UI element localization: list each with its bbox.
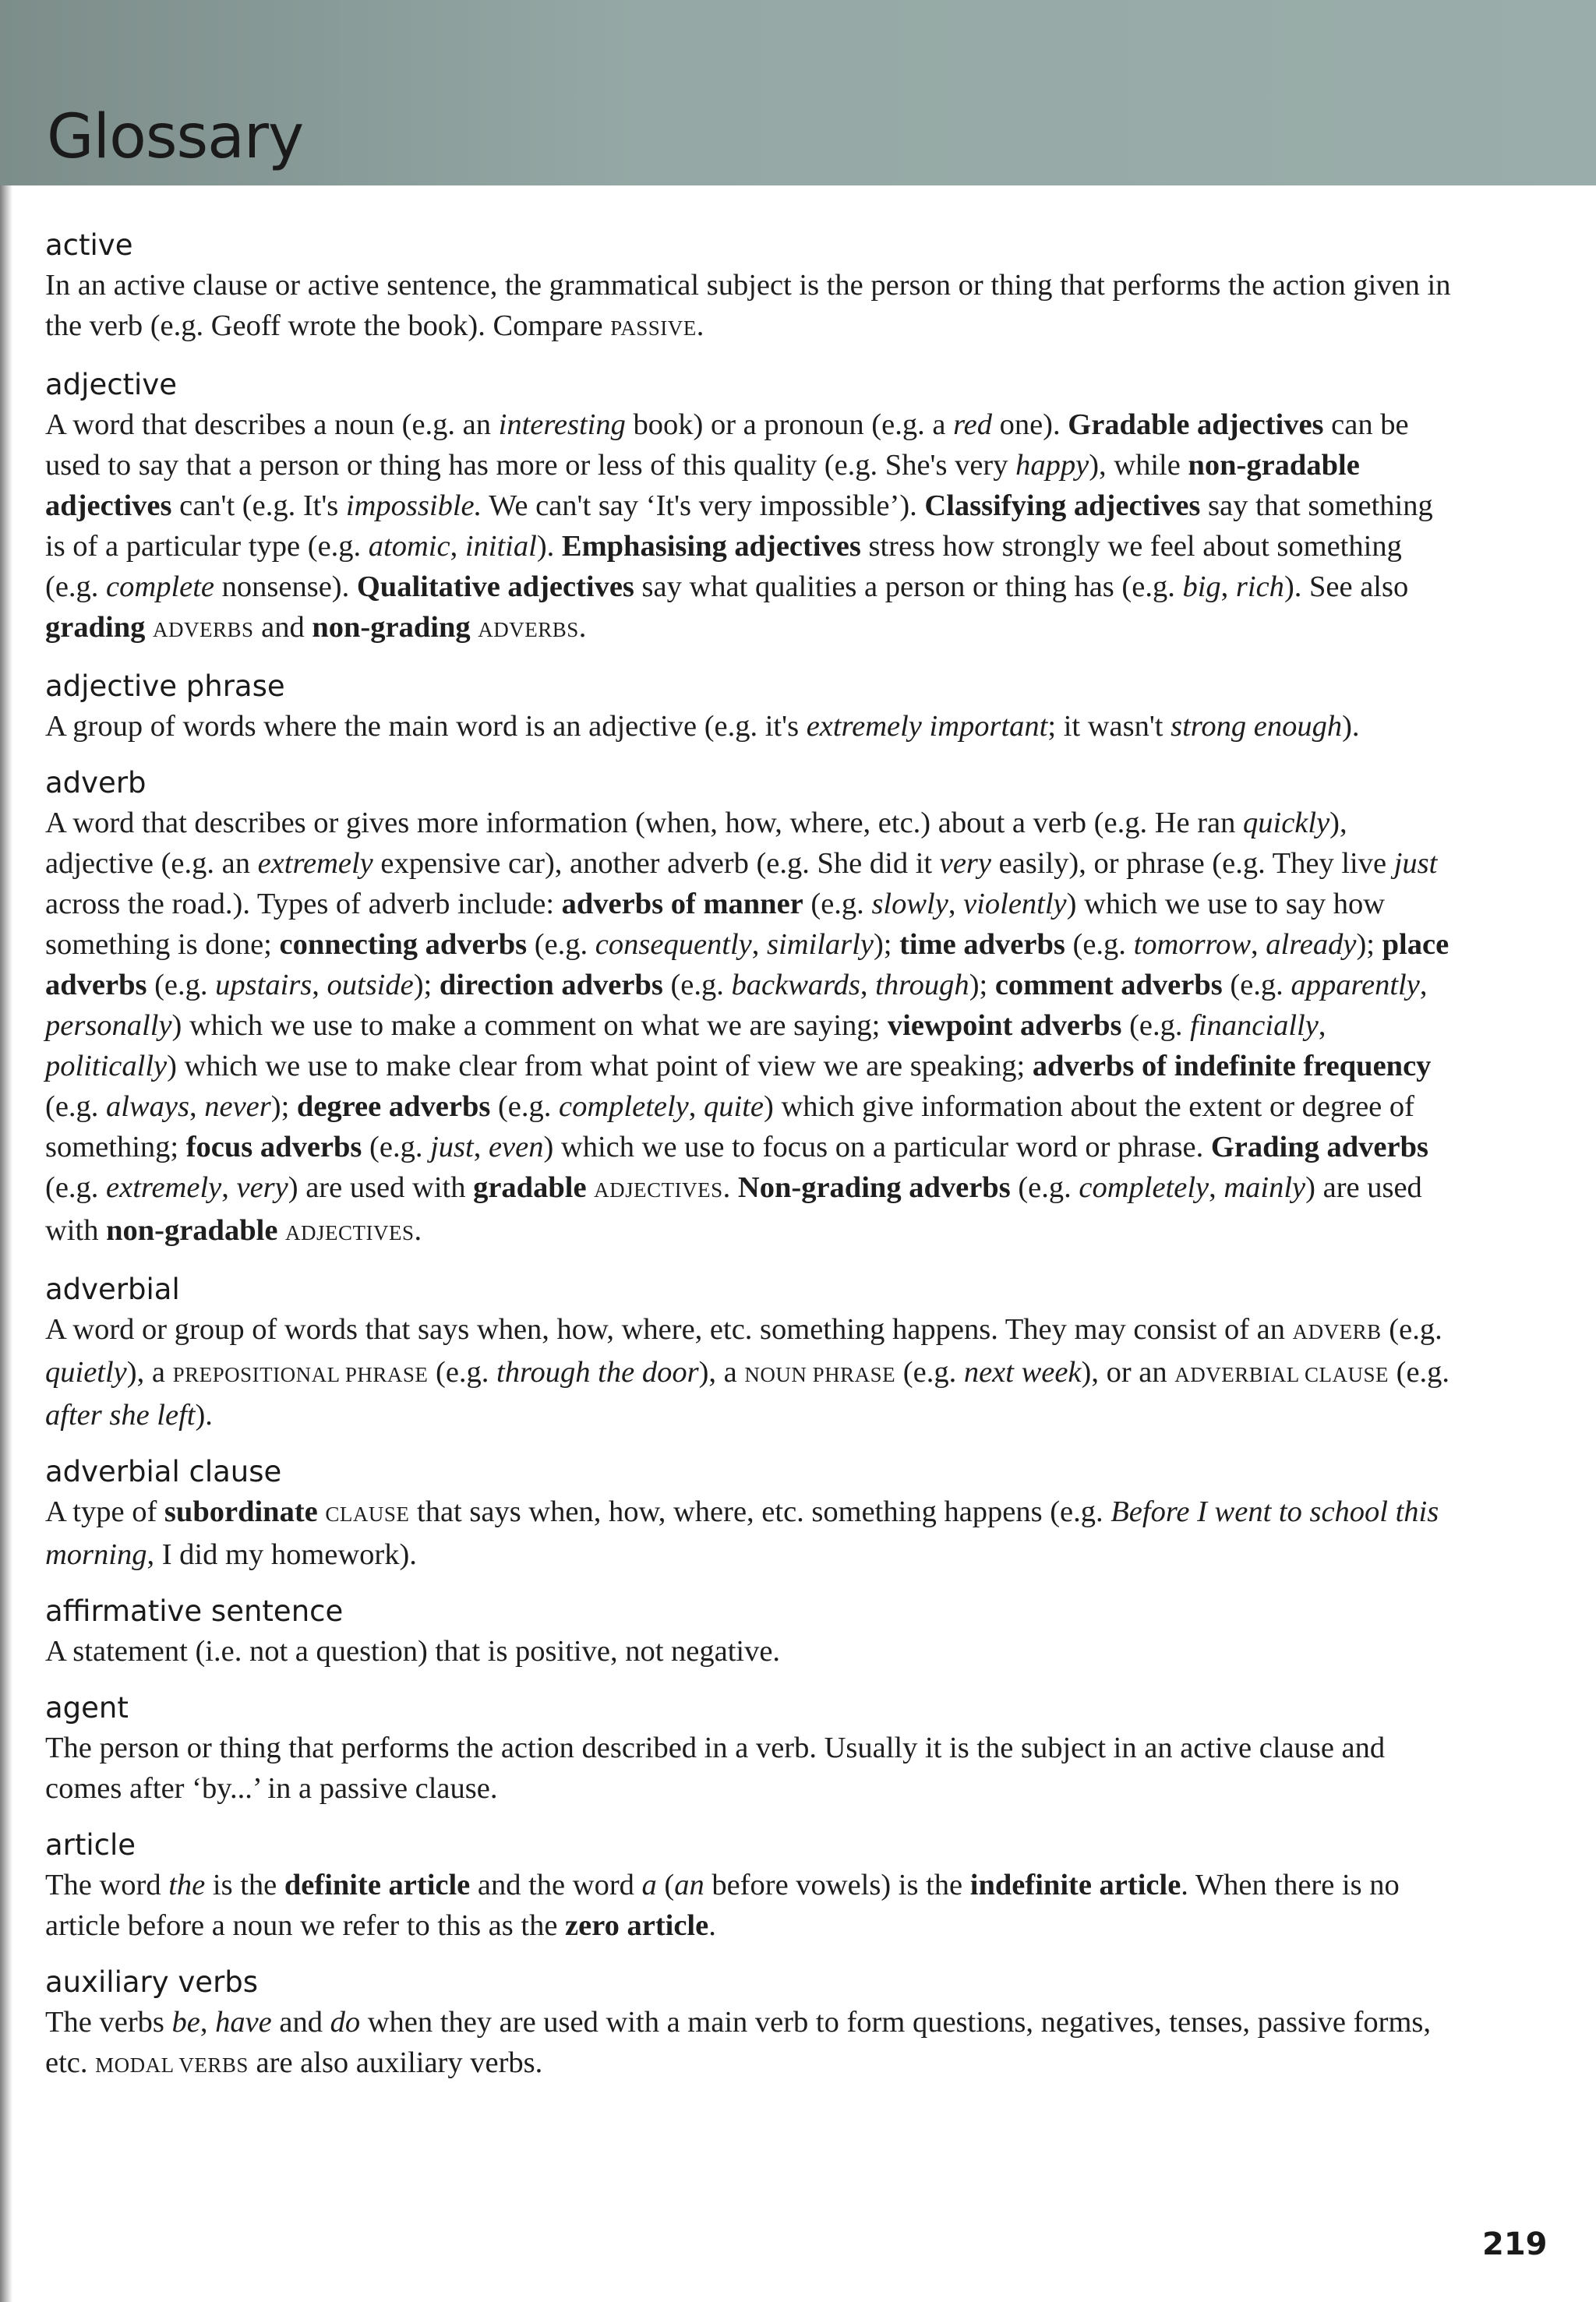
definition-text: , xyxy=(860,969,876,1001)
bold-term: degree adverbs xyxy=(296,1090,491,1123)
italic-example: quite xyxy=(704,1090,764,1123)
definition-text xyxy=(471,611,478,644)
definition-text: ); xyxy=(1356,928,1382,961)
definition-text: one). xyxy=(991,408,1068,441)
bold-term: grading xyxy=(45,611,146,644)
italic-example: happy xyxy=(1015,449,1089,482)
italic-example: red xyxy=(953,408,992,441)
italic-example: an xyxy=(674,1869,704,1901)
italic-example: rich xyxy=(1235,570,1284,603)
glossary-definition xyxy=(45,1631,1456,1672)
italic-example: extremely xyxy=(106,1171,222,1204)
cross-reference: ADVERBIAL CLAUSE xyxy=(1174,1363,1389,1386)
definition-text: ); xyxy=(270,1090,297,1123)
bold-term: indefinite article xyxy=(969,1869,1181,1901)
italic-example: completely xyxy=(1079,1171,1209,1204)
bold-term: definite article xyxy=(284,1869,471,1901)
bold-term: non-gradable xyxy=(106,1214,278,1247)
bold-term: adverbs of indefinite frequency xyxy=(1032,1050,1432,1082)
glossary-definition xyxy=(45,2002,1456,2085)
italic-example: atomic xyxy=(368,530,450,563)
italic-example: always xyxy=(106,1090,189,1123)
cross-reference: ADVERBS xyxy=(152,618,254,641)
cross-reference: ADJECTIVES xyxy=(594,1178,723,1202)
glossary-term: active xyxy=(45,228,133,262)
definition-text: say that something is of a particular type (e.g. xyxy=(45,489,1433,563)
italic-example: be xyxy=(171,2006,200,2039)
italic-example: next week xyxy=(963,1356,1082,1389)
glossary-term: article xyxy=(45,1828,136,1862)
glossary-entry xyxy=(45,667,1456,747)
definition-text: . xyxy=(578,611,587,644)
page-binding-edge xyxy=(0,0,12,2302)
glossary-definition xyxy=(45,1309,1456,1435)
definition-text: (e.g. xyxy=(45,1090,107,1123)
page-title: Glossary xyxy=(47,102,304,172)
definition-text: , xyxy=(688,1090,704,1123)
glossary-header-band xyxy=(0,0,1596,185)
definition-text: A statement (i.e. not a question) that is positive, not negative. xyxy=(45,1635,781,1668)
definition-text: can't (e.g. It's xyxy=(171,489,346,522)
glossary-term: adverbial xyxy=(45,1273,180,1306)
glossary-entry xyxy=(45,1453,1456,1575)
italic-example: never xyxy=(204,1090,271,1123)
italic-example: initial xyxy=(464,530,537,563)
italic-example: very xyxy=(939,847,991,880)
definition-text: ) which give information about the extent or degree of something; xyxy=(45,1090,1414,1163)
definition-text: , xyxy=(1220,570,1236,603)
definition-text: ) are used with xyxy=(45,1171,1422,1247)
italic-example: the xyxy=(168,1869,206,1901)
glossary-term: affirmative sentence xyxy=(45,1594,344,1628)
definition-text: , xyxy=(450,530,465,563)
definition-text: and the word xyxy=(470,1869,642,1901)
italic-example: strong enough xyxy=(1171,710,1343,743)
glossary-definition xyxy=(45,265,1456,348)
definition-text: We can't say ‘It's very impossible’). xyxy=(482,489,925,522)
definition-text: , xyxy=(200,2006,216,2039)
definition-text: ) which we use to focus on a particular word or phrase. xyxy=(543,1131,1211,1163)
glossary-definition xyxy=(45,1865,1456,1946)
bold-term: subordinate xyxy=(164,1495,318,1528)
definition-text: , xyxy=(1419,969,1428,1001)
definition-text: say what qualities a person or thing has (e.g. xyxy=(634,570,1183,603)
definition-text: A group of words where the main word is an adjective (e.g. it's xyxy=(45,710,807,743)
glossary-definition xyxy=(45,404,1456,650)
definition-text: (e.g. xyxy=(1381,1313,1442,1346)
definition-text: The person or thing that performs the action described in a verb. Usually it is the subject in an active clause and comes after ‘by...’ in a passive clause. xyxy=(45,1732,1386,1805)
bold-term: direction adverbs xyxy=(439,969,663,1001)
definition-text: (e.g. xyxy=(1222,969,1291,1001)
bold-term: Qualitative adjectives xyxy=(356,570,634,603)
definition-text: (e.g. xyxy=(147,969,216,1001)
italic-example: through the door xyxy=(496,1356,699,1389)
bold-term: non-grading xyxy=(312,611,471,644)
definition-text: book) or a pronoun (e.g. a xyxy=(625,408,954,441)
definition-text: ), or an xyxy=(1081,1356,1175,1389)
definition-text xyxy=(277,1214,285,1247)
definition-text: . xyxy=(708,1909,716,1942)
glossary-entry xyxy=(45,1963,1456,2085)
definition-text: and xyxy=(253,611,312,644)
definition-text: ); xyxy=(873,928,900,961)
italic-example: tomorrow xyxy=(1133,928,1252,961)
cross-reference: NOUN PHRASE xyxy=(744,1363,896,1386)
bold-term: Emphasising adjectives xyxy=(561,530,861,563)
italic-example: impossible. xyxy=(345,489,482,522)
glossary-entry xyxy=(45,764,1456,1253)
italic-example: backwards xyxy=(731,969,860,1001)
italic-example: politically xyxy=(45,1050,168,1082)
bold-term: comment adverbs xyxy=(994,969,1223,1001)
cross-reference: MODAL VERBS xyxy=(95,2053,249,2077)
definition-text: across the road.). Types of adverb include: xyxy=(45,888,562,920)
definition-text: , xyxy=(1318,1009,1326,1042)
bold-term: focus adverbs xyxy=(185,1131,362,1163)
italic-example: quietly xyxy=(45,1356,127,1389)
bold-term: adverbs of manner xyxy=(561,888,803,920)
italic-example: interesting xyxy=(498,408,626,441)
glossary-entry xyxy=(45,1826,1456,1946)
cross-reference: ADJECTIVES xyxy=(285,1221,415,1245)
bold-term: Non-grading adverbs xyxy=(737,1171,1011,1204)
italic-example: have xyxy=(215,2006,272,2039)
definition-text: (e.g. xyxy=(527,928,595,961)
definition-text: ), a xyxy=(126,1356,173,1389)
bold-term: place adverbs xyxy=(45,928,1449,1001)
italic-example: quickly xyxy=(1243,807,1330,839)
definition-text: is the xyxy=(205,1869,284,1901)
italic-example: slowly xyxy=(871,888,948,920)
definition-text: (e.g. xyxy=(1010,1171,1079,1204)
definition-text: The verbs xyxy=(45,2006,172,2039)
italic-example: complete xyxy=(106,570,215,603)
bold-term: non-gradable adjectives xyxy=(45,449,1360,522)
cross-reference: ADVERB xyxy=(1292,1320,1382,1343)
definition-text: . xyxy=(722,1171,738,1204)
italic-example: after she left xyxy=(45,1399,196,1432)
bold-term: zero article xyxy=(565,1909,709,1942)
definition-text: A type of xyxy=(45,1495,164,1528)
definition-text: , xyxy=(221,1171,237,1204)
bold-term: viewpoint adverbs xyxy=(887,1009,1122,1042)
definition-text: (e.g. xyxy=(1389,1356,1450,1389)
definition-text: A word that describes or gives more information (when, how, where, etc.) about a verb (e.g. He ran xyxy=(45,807,1243,839)
glossary-term: adverb xyxy=(45,766,147,800)
glossary-entry xyxy=(45,1270,1456,1435)
glossary-definition xyxy=(45,706,1456,747)
glossary-term: adjective phrase xyxy=(45,669,285,703)
definition-text: ) which we use to say how something is done; xyxy=(45,888,1386,961)
definition-text: (e.g. xyxy=(1121,1009,1191,1042)
definition-text: ). See also xyxy=(1284,570,1409,603)
definition-text: ). xyxy=(536,530,562,563)
definition-text: (e.g. xyxy=(362,1131,431,1163)
definition-text xyxy=(318,1495,326,1528)
bold-term: Classifying adjectives xyxy=(924,489,1201,522)
italic-example: do xyxy=(330,2006,361,2039)
definition-text: nonsense). xyxy=(214,570,357,603)
definition-text: and xyxy=(271,2006,330,2039)
cross-reference: PREPOSITIONAL PHRASE xyxy=(172,1363,429,1386)
italic-example: just xyxy=(430,1131,474,1163)
glossary-entries xyxy=(45,226,1456,2103)
definition-text: easily), or phrase (e.g. They live xyxy=(990,847,1394,880)
definition-text: when they are used with a main verb to form questions, negatives, tenses, passive forms, etc. xyxy=(45,2006,1432,2079)
definition-text: stress how strongly we feel about something (e.g. xyxy=(45,530,1402,603)
italic-example: apparently xyxy=(1291,969,1420,1001)
glossary-entry xyxy=(45,226,1456,348)
glossary-definition xyxy=(45,803,1456,1253)
italic-example: completely xyxy=(559,1090,689,1123)
definition-text: , xyxy=(473,1131,489,1163)
definition-text: that says when, how, where, etc. something happens (e.g. xyxy=(409,1495,1111,1528)
italic-example: big xyxy=(1182,570,1221,603)
italic-example: personally xyxy=(45,1009,172,1042)
italic-example: Before I went to school this morning xyxy=(45,1495,1439,1571)
definition-text: ); xyxy=(413,969,440,1001)
definition-text: , xyxy=(1251,928,1266,961)
definition-text: The word xyxy=(45,1869,169,1901)
definition-text: ), adjective (e.g. an xyxy=(45,807,1347,880)
definition-text: ) which we use to make clear from what point of view we are speaking; xyxy=(167,1050,1033,1082)
cross-reference: PASSIVE xyxy=(610,316,697,340)
italic-example: very xyxy=(236,1171,288,1204)
definition-text: (e.g. xyxy=(803,888,872,920)
cross-reference: ADVERBS xyxy=(478,618,579,641)
definition-text: . When there is no article before a noun we refer to this as the xyxy=(45,1869,1400,1942)
italic-example: violently xyxy=(963,888,1067,920)
definition-text: , xyxy=(751,928,768,961)
definition-text: ), a xyxy=(698,1356,745,1389)
definition-text: are also auxiliary verbs. xyxy=(248,2046,543,2079)
italic-example: a xyxy=(641,1869,657,1901)
bold-term: time adverbs xyxy=(899,928,1065,961)
glossary-entry xyxy=(45,1592,1456,1672)
bold-term: Gradable adjectives xyxy=(1068,408,1324,441)
definition-text: . xyxy=(696,309,704,342)
definition-text: (e.g. xyxy=(428,1356,497,1389)
italic-example: consequently xyxy=(595,928,752,961)
glossary-entry xyxy=(45,365,1456,650)
italic-example: already xyxy=(1266,928,1357,961)
definition-text: , xyxy=(312,969,327,1001)
definition-text: ) are used with xyxy=(288,1171,474,1204)
definition-text xyxy=(145,611,153,644)
definition-text: In an active clause or active sentence, the grammatical subject is the person or thing that performs the action given in the verb (e.g. Geoff wrote the book). Compare xyxy=(45,269,1451,342)
definition-text: ) which we use to make a comment on what we are saying; xyxy=(171,1009,888,1042)
definition-text: ( xyxy=(656,1869,675,1901)
definition-text: , I did my homework). xyxy=(147,1538,417,1571)
definition-text: ). xyxy=(195,1399,213,1432)
definition-text: , xyxy=(948,888,964,920)
glossary-term: auxiliary verbs xyxy=(45,1965,259,1999)
glossary-definition xyxy=(45,1728,1456,1809)
definition-text: (e.g. xyxy=(895,1356,964,1389)
italic-example: extremely important xyxy=(806,710,1048,743)
italic-example: even xyxy=(488,1131,544,1163)
cross-reference: CLAUSE xyxy=(325,1502,410,1526)
definition-text: , xyxy=(1209,1171,1224,1204)
definition-text: , xyxy=(189,1090,205,1123)
definition-text: (e.g. xyxy=(490,1090,560,1123)
bold-term: Grading adverbs xyxy=(1210,1131,1428,1163)
definition-text: A word that describes a noun (e.g. an xyxy=(45,408,499,441)
italic-example: similarly xyxy=(767,928,874,961)
definition-text: before vowels) is the xyxy=(704,1869,970,1901)
definition-text xyxy=(587,1171,595,1204)
glossary-term: adjective xyxy=(45,368,177,401)
definition-text: ); xyxy=(969,969,995,1001)
definition-text: . xyxy=(414,1214,422,1247)
page-number: 219 xyxy=(1482,2226,1548,2262)
definition-text: A word or group of words that says when, how, where, etc. something happens. They may consist of an xyxy=(45,1313,1293,1346)
definition-text: ), while xyxy=(1089,449,1188,482)
glossary-entry xyxy=(45,1689,1456,1809)
bold-term: connecting adverbs xyxy=(279,928,528,961)
glossary-definition xyxy=(45,1492,1456,1575)
italic-example: financially xyxy=(1190,1009,1319,1042)
italic-example: through xyxy=(875,969,969,1001)
glossary-term: agent xyxy=(45,1691,129,1725)
italic-example: extremely xyxy=(257,847,373,880)
bold-term: gradable xyxy=(473,1171,587,1204)
definition-text: ; it wasn't xyxy=(1047,710,1171,743)
definition-text: (e.g. xyxy=(45,1171,107,1204)
italic-example: outside xyxy=(327,969,414,1001)
definition-text: (e.g. xyxy=(662,969,732,1001)
definition-text: can be used to say that a person or thing has more or less of this quality (e.g. She's very xyxy=(45,408,1409,482)
italic-example: just xyxy=(1393,847,1438,880)
definition-text: expensive car), another adverb (e.g. She did it xyxy=(373,847,940,880)
definition-text: (e.g. xyxy=(1065,928,1134,961)
glossary-term: adverbial clause xyxy=(45,1455,282,1488)
definition-text: ). xyxy=(1342,710,1360,743)
italic-example: mainly xyxy=(1223,1171,1306,1204)
italic-example: upstairs xyxy=(215,969,312,1001)
